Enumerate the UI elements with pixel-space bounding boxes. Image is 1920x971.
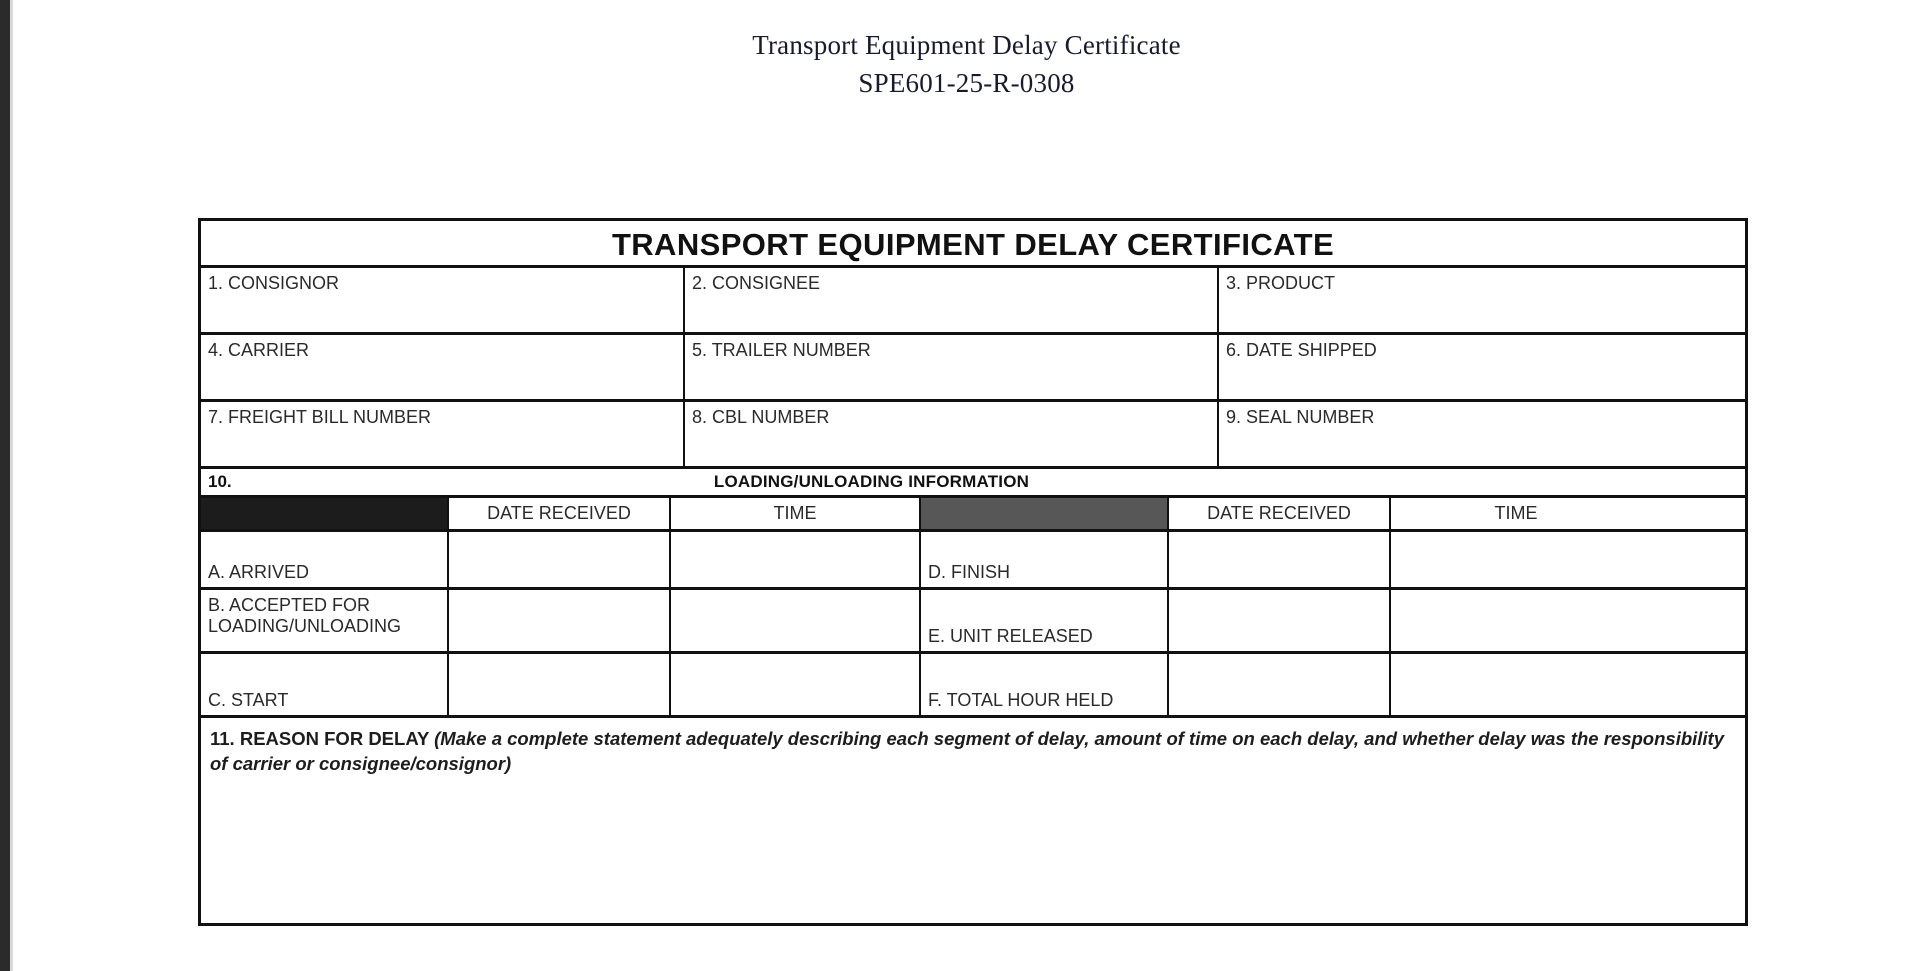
identification-row-1 bbox=[201, 268, 1745, 335]
input-total-hour-held-date[interactable] bbox=[1169, 654, 1391, 715]
identification-row-2 bbox=[201, 335, 1745, 402]
row-label-arrived bbox=[201, 532, 449, 587]
header-left-time-label: TIME bbox=[773, 503, 817, 523]
field-date-shipped[interactable] bbox=[1219, 335, 1745, 399]
loading-row-c-f bbox=[201, 654, 1745, 718]
row-label-arrived-text: A. ARRIVED bbox=[208, 562, 310, 582]
field-seal-number[interactable] bbox=[1219, 402, 1745, 466]
section-11-instructions: (Make a complete statement adequately describing each segment of delay, amount of time on each delay, and whether delay was the responsibility of carrier or consignee/consignor) bbox=[210, 728, 1725, 774]
section-11-reason-for-delay[interactable] bbox=[201, 718, 1745, 923]
input-arrived-time[interactable] bbox=[671, 532, 921, 587]
row-label-total-hour-held bbox=[921, 654, 1169, 715]
header-right-spacer bbox=[921, 498, 1169, 529]
input-unit-released-time[interactable] bbox=[1391, 590, 1641, 651]
section-11-heading: 11. REASON FOR DELAY bbox=[210, 728, 435, 749]
loading-table-header-row bbox=[201, 498, 1745, 532]
row-label-total-hour-held-text: F. TOTAL HOUR HELD bbox=[928, 690, 1114, 710]
input-total-hour-held-time[interactable] bbox=[1391, 654, 1641, 715]
field-consignee[interactable] bbox=[685, 268, 1219, 332]
delay-certificate-form bbox=[198, 218, 1748, 926]
field-freight-bill-number[interactable] bbox=[201, 402, 685, 466]
section-10-banner bbox=[201, 469, 1745, 498]
window-left-gutter bbox=[0, 0, 10, 971]
loading-row-b-e bbox=[201, 590, 1745, 654]
field-freight-bill-number-label: 7. FREIGHT BILL NUMBER bbox=[208, 407, 432, 427]
header-right-date-received bbox=[1169, 498, 1391, 529]
field-trailer-number-label: 5. TRAILER NUMBER bbox=[692, 340, 871, 360]
field-carrier-label: 4. CARRIER bbox=[208, 340, 310, 360]
row-label-accepted-for-loading bbox=[201, 590, 449, 651]
document-page bbox=[13, 0, 1920, 971]
input-finish-date[interactable] bbox=[1169, 532, 1391, 587]
input-accepted-time[interactable] bbox=[671, 590, 921, 651]
loading-row-a-d bbox=[201, 532, 1745, 590]
field-seal-number-label: 9. SEAL NUMBER bbox=[1226, 407, 1375, 427]
section-10-title: LOADING/UNLOADING INFORMATION bbox=[713, 472, 1030, 491]
field-cbl-number[interactable] bbox=[685, 402, 1219, 466]
field-date-shipped-label: 6. DATE SHIPPED bbox=[1226, 340, 1377, 360]
document-heading-line-2: SPE601-25-R-0308 bbox=[858, 68, 1075, 98]
document-heading-line-1: Transport Equipment Delay Certificate bbox=[752, 30, 1181, 60]
header-right-date-received-label: DATE RECEIVED bbox=[1207, 503, 1351, 523]
field-consignor-label: 1. CONSIGNOR bbox=[208, 273, 340, 293]
input-arrived-date[interactable] bbox=[449, 532, 671, 587]
input-unit-released-date[interactable] bbox=[1169, 590, 1391, 651]
input-start-date[interactable] bbox=[449, 654, 671, 715]
header-right-time-label: TIME bbox=[1494, 503, 1538, 523]
header-right-time bbox=[1391, 498, 1641, 529]
header-left-spacer bbox=[201, 498, 449, 529]
field-product-label: 3. PRODUCT bbox=[1226, 273, 1336, 293]
row-label-finish-text: D. FINISH bbox=[928, 562, 1011, 582]
input-start-time[interactable] bbox=[671, 654, 921, 715]
row-label-unit-released-text: E. UNIT RELEASED bbox=[928, 626, 1093, 646]
row-label-unit-released bbox=[921, 590, 1169, 651]
identification-row-3 bbox=[201, 402, 1745, 469]
field-carrier[interactable] bbox=[201, 335, 685, 399]
header-left-time bbox=[671, 498, 921, 529]
row-label-finish bbox=[921, 532, 1169, 587]
field-trailer-number[interactable] bbox=[685, 335, 1219, 399]
header-left-date-received bbox=[449, 498, 671, 529]
document-heading bbox=[13, 0, 1920, 102]
header-left-date-received-label: DATE RECEIVED bbox=[487, 503, 631, 523]
field-cbl-number-label: 8. CBL NUMBER bbox=[692, 407, 830, 427]
row-label-accepted-for-loading-text: B. ACCEPTED FOR LOADING/UNLOADING bbox=[208, 595, 402, 636]
input-finish-time[interactable] bbox=[1391, 532, 1641, 587]
form-title: TRANSPORT EQUIPMENT DELAY CERTIFICATE bbox=[201, 221, 1745, 268]
field-consignor[interactable] bbox=[201, 268, 685, 332]
field-product[interactable] bbox=[1219, 268, 1745, 332]
input-accepted-date[interactable] bbox=[449, 590, 671, 651]
field-consignee-label: 2. CONSIGNEE bbox=[692, 273, 821, 293]
row-label-start-text: C. START bbox=[208, 690, 289, 710]
row-label-start bbox=[201, 654, 449, 715]
section-10-number: 10. bbox=[208, 472, 232, 491]
